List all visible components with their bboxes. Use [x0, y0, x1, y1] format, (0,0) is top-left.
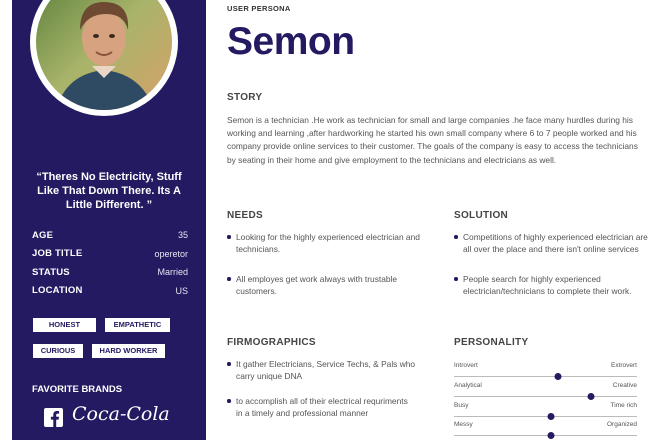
slider-left-label: Busy: [454, 402, 469, 409]
firmographics-item: It gather Electricians, Service Techs, & Pals who carry unique DNA: [227, 358, 416, 382]
story-text: Semon is a technician .He work as technician for small and large companies .he face many hurdles during his working and learning ,after hardworking he started his own small company where 6 to 7 people worked and his company provide online services to their customer. The goals of the company is easy to access the technicians by seating in their home and give employment to the technicians and electricians as well.: [227, 115, 638, 165]
slider-right-label: Organized: [607, 421, 637, 428]
solution-item: Competitions of highly experienced electrician are all over the place and there isn't online services: [454, 231, 651, 255]
fact-value: US: [175, 285, 188, 296]
slider-left-label: Messy: [454, 421, 473, 428]
slider-track: [454, 396, 637, 397]
facebook-icon: [44, 408, 63, 427]
slider-right-label: Creative: [612, 382, 637, 389]
slider-knob: [588, 393, 595, 400]
slider-knob: [555, 373, 562, 380]
fact-key: JOB TITLE: [32, 248, 83, 260]
firmographics-item: to accomplish all of their electrical requriments in a timely and professional manner: [227, 395, 416, 419]
fact-key: LOCATION: [32, 285, 83, 297]
fact-value: Married: [157, 267, 188, 278]
slider-right-label: Extrovert: [610, 362, 637, 369]
fact-status: [32, 263, 188, 282]
trait-tag: HONEST: [33, 318, 96, 332]
needs-item: Looking for the highly experienced electrician and technicians.: [227, 231, 436, 255]
page-eyebrow: USER PERSONA: [227, 4, 291, 13]
slider-track: [454, 435, 637, 436]
profile-photo-image: [36, 0, 172, 110]
persona-sidebar: [12, 0, 206, 440]
slider-track: [454, 416, 637, 417]
solution-item: People search for highly experienced electrician/technicians to complete their work.: [454, 273, 651, 297]
profile-photo: [30, 0, 178, 116]
trait-tag: CURIOUS: [33, 344, 83, 358]
story-title: STORY: [227, 92, 263, 103]
personality-title: PERSONALITY: [454, 337, 529, 348]
firmographics-title: FIRMOGRAPHICS: [227, 337, 316, 348]
coca-cola-logo: Coca-Cola: [72, 403, 170, 425]
needs-title: NEEDS: [227, 210, 263, 221]
slider-left-label: Introvert: [454, 362, 478, 369]
slider-knob: [547, 432, 554, 439]
fact-key: AGE: [32, 229, 54, 241]
persona-name: Semon: [227, 20, 355, 63]
personality-slider-introvert-extrovert: [454, 362, 637, 384]
fact-job-title: [32, 245, 188, 264]
trait-tag: HARD WORKER: [92, 344, 165, 358]
fact-age: [32, 226, 188, 245]
persona-facts: [32, 226, 188, 300]
fact-value: 35: [177, 230, 188, 241]
solution-title: SOLUTION: [454, 210, 509, 221]
fact-key: STATUS: [32, 266, 70, 278]
trait-tag: EMPATHETIC: [105, 318, 170, 332]
slider-left-label: Analytical: [454, 382, 482, 389]
fact-value: operetor: [154, 248, 188, 259]
needs-item: All employes get work always with trustable customers.: [227, 273, 436, 297]
fact-location: [32, 282, 188, 301]
slider-knob: [547, 413, 554, 420]
persona-quote: “Theres No Electricity, Stuff Like That Down There. Its A Little Different. ”: [36, 171, 182, 211]
slider-track: [454, 376, 637, 377]
slider-right-label: Time rich: [610, 402, 637, 409]
favorite-brands-title: FAVORITE BRANDS: [32, 384, 123, 395]
personality-slider-analytical-creative: [454, 382, 637, 404]
